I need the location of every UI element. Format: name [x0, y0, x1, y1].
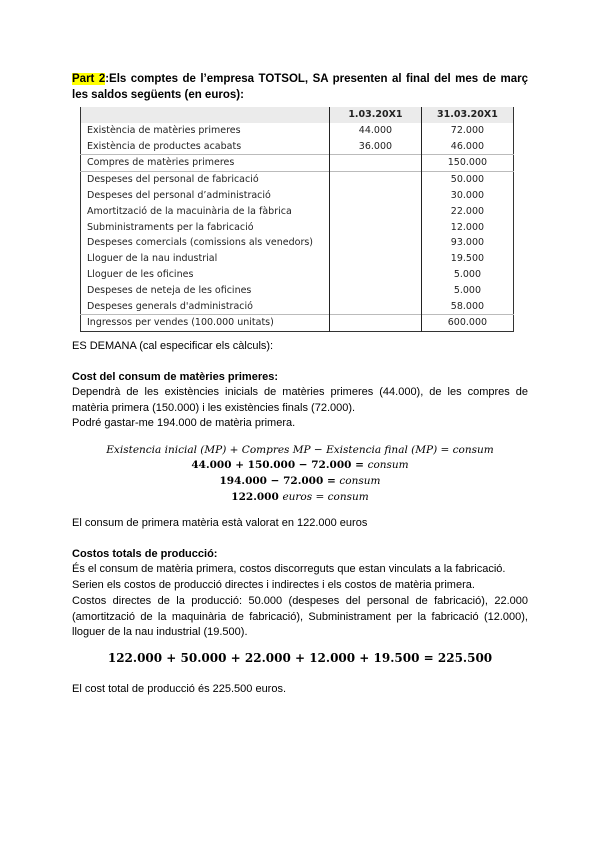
table-row: [81, 204, 514, 220]
balances-table: [80, 107, 514, 332]
row-value-start: [330, 172, 422, 188]
row-label: Existència de matèries primeres: [87, 124, 241, 136]
table-row: [81, 267, 514, 283]
row-value-end: 72.000: [421, 123, 513, 139]
row-value-end: 5.000: [421, 267, 513, 283]
table-row: [81, 155, 514, 172]
row-value-end: 50.000: [421, 172, 513, 188]
row-value-start: [330, 315, 422, 332]
equation-line-3: 194.000 − 72.000 = consum: [219, 475, 381, 487]
section1-paragraph-1: Dependrà de les existències inicials de matèries primeres (44.000), de les compres de matèria primera (150.000) i les existències finals (72.000).: [72, 386, 528, 414]
section2-paragraph-1: És el consum de matèria primera, costos discorreguts que estan vinculats a la fabricació.: [72, 563, 506, 575]
row-value-end: 93.000: [421, 235, 513, 251]
equation-line-4: 122.000 euros = consum: [231, 491, 369, 503]
row-label: Lloguer de les oficines: [87, 268, 194, 280]
row-value-start: [330, 204, 422, 220]
section2-conclusion: El cost total de producció és 225.500 euros.: [72, 683, 287, 695]
section2-paragraph-2: Serien els costos de producció directes i indirectes i els costos de matèria primera.: [72, 579, 475, 591]
row-label: Despeses generals d'administració: [87, 300, 253, 312]
table-row: [81, 139, 514, 155]
row-value-start: [330, 155, 422, 172]
row-label: Despeses del personal d’administració: [87, 189, 271, 201]
row-value-start: 36.000: [330, 139, 422, 155]
row-value-end: 46.000: [421, 139, 513, 155]
row-value-end: 150.000: [421, 155, 513, 172]
row-value-start: [330, 188, 422, 204]
row-value-start: [330, 235, 422, 251]
header-cell-label: [81, 107, 330, 123]
table-row: [81, 172, 514, 188]
row-label: Despeses comercials (comissions als venedors): [87, 237, 314, 249]
row-label: Lloguer de la nau industrial: [87, 253, 218, 265]
table-row: [81, 283, 514, 299]
table-row: [81, 220, 514, 236]
header-cell-date-start: 1.03.20X1: [330, 107, 422, 123]
row-value-start: [330, 283, 422, 299]
row-value-start: [330, 267, 422, 283]
row-value-end: 5.000: [421, 283, 513, 299]
section1-paragraph-2: Podré gastar-me 194.000 de matèria primera.: [72, 417, 296, 429]
equation-line-2: 44.000 + 150.000 − 72.000 = consum: [191, 459, 409, 471]
es-demana-text: ES DEMANA (cal especificar els càlculs):: [72, 340, 274, 352]
row-label: Compres de matèries primeres: [81, 155, 330, 172]
row-label: Ingressos per vendes (100.000 unitats): [81, 315, 330, 332]
row-value-end: 600.000: [421, 315, 513, 332]
table-row: [81, 315, 514, 332]
header-cell-date-end: 31.03.20X1: [421, 107, 513, 123]
row-value-end: 22.000: [421, 204, 513, 220]
intro-text: :Els comptes de l’empresa TOTSOL, SA presenten al final del mes de març les saldos següents (en euros):: [72, 73, 528, 101]
table-row: [81, 188, 514, 204]
table-row: [81, 123, 514, 139]
row-label: Amortització de la macuinària de la fàbrica: [87, 205, 292, 217]
row-value-start: 44.000: [330, 123, 422, 139]
part-highlight: Part 2: [72, 73, 106, 85]
row-label: Despeses de neteja de les oficines: [87, 284, 252, 296]
intro-paragraph: [72, 71, 528, 103]
row-label: Subministraments per la fabricació: [87, 221, 254, 233]
row-label: Existència de productes acabats: [87, 140, 242, 152]
table-row: [81, 299, 514, 315]
row-label: Despeses del personal de fabricació: [81, 172, 330, 188]
total-cost-equation: 122.000 + 50.000 + 22.000 + 12.000 + 19.500 = 225.500: [107, 651, 493, 665]
equation-line-1: Existencia inicial (MP) + Compres MP − Existencia final (MP) = consum: [106, 444, 494, 456]
row-value-end: 12.000: [421, 220, 513, 236]
row-value-end: 30.000: [421, 188, 513, 204]
row-value-start: [330, 251, 422, 267]
section1-conclusion: El consum de primera matèria està valorat en 122.000 euros: [72, 517, 368, 529]
row-value-start: [330, 299, 422, 315]
row-value-end: 58.000: [421, 299, 513, 315]
section1-title: Cost del consum de matèries primeres:: [72, 371, 279, 383]
table-row: [81, 251, 514, 267]
row-value-end: 19.500: [421, 251, 513, 267]
table-header-row: [81, 107, 514, 123]
row-value-start: [330, 220, 422, 236]
section2-title: Costos totals de producció:: [72, 548, 218, 560]
section2-paragraph-3: Costos directes de la producció: 50.000 (despeses del personal de fabricació), 22.000 (amortització de la maquinària de fabricació), Subministrament per la fabricació (12.000), lloguer de la nau industrial (19.500).: [72, 595, 528, 639]
table-row: [81, 235, 514, 251]
